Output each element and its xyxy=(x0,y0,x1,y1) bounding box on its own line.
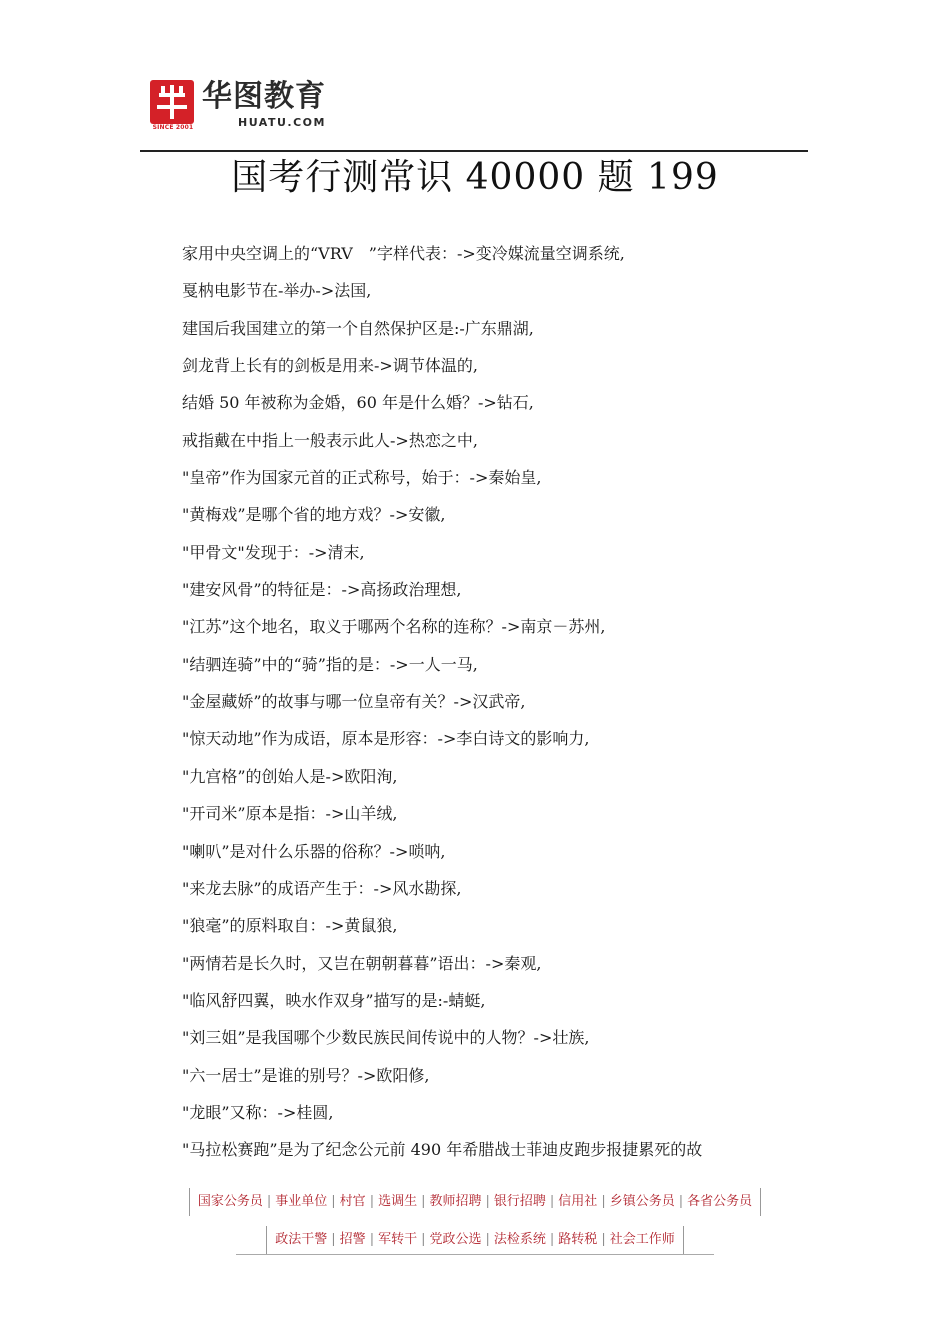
footer-separator: | xyxy=(549,1232,555,1247)
question-list xyxy=(182,235,812,1169)
footer-link-group xyxy=(189,1188,761,1216)
footer-link[interactable]: 各省公务员 xyxy=(687,1194,753,1209)
footer-link[interactable]: 招警 xyxy=(339,1232,366,1247)
footer-link[interactable]: 路转税 xyxy=(558,1232,598,1247)
question-line: "刘三姐”是我国哪个少数民族民间传说中的人物？->壮族, xyxy=(182,1028,590,1048)
footer-links-row-2 xyxy=(0,1226,950,1254)
question-line: "甲骨文"发现于：->清末, xyxy=(182,542,365,562)
footer-link[interactable]: 军转干 xyxy=(378,1232,418,1247)
logo-brand-en: HUATU.COM xyxy=(238,116,326,129)
footer-link[interactable]: 法检系统 xyxy=(493,1232,546,1247)
footer-link[interactable]: 政法干警 xyxy=(275,1232,328,1247)
footer-separator: | xyxy=(421,1194,426,1209)
question-line: "马拉松赛跑”是为了纪念公元前 490 年希腊战士菲迪皮跑步报捷累死的故 xyxy=(182,1140,703,1160)
huatu-logo-mark-icon xyxy=(150,80,194,124)
footer-link[interactable]: 选调生 xyxy=(378,1194,418,1209)
footer-separator: | xyxy=(421,1232,426,1247)
footer-separator: | xyxy=(266,1194,272,1209)
question-line: "龙眼”又称：->桂圆, xyxy=(182,1102,334,1122)
question-line: "九宫格”的创始人是->欧阳洵, xyxy=(182,766,398,786)
question-line: "结驷连骑”中的“骑”指的是：->一人一马, xyxy=(182,654,478,674)
footer-link[interactable]: 事业单位 xyxy=(275,1194,328,1209)
footer-separator: | xyxy=(485,1232,490,1247)
footer-separator: | xyxy=(601,1232,606,1247)
question-line: "建安风骨”的特征是：->高扬政治理想, xyxy=(182,580,462,600)
question-line: 戛枘电影节在-举办->法国, xyxy=(182,281,372,301)
question-line: "惊天动地”作为成语，原本是形容：->李白诗文的影响力, xyxy=(182,729,590,749)
question-line: "喇叭”是对什么乐器的俗称？->唢呐, xyxy=(182,841,446,861)
footer-separator: | xyxy=(331,1194,336,1209)
document-title: 国考行测常识 40000 题 199 xyxy=(231,157,719,198)
footer-separator: | xyxy=(678,1194,684,1209)
question-line: "金屋藏娇”的故事与哪一位皇帝有关？->汉武帝, xyxy=(182,692,526,712)
footer-link-group xyxy=(266,1226,683,1254)
question-line: 剑龙背上长有的剑板是用来->调节体温的, xyxy=(182,356,478,376)
footer-underline xyxy=(236,1254,714,1255)
footer-link[interactable]: 社会工作师 xyxy=(609,1232,675,1247)
footer-link[interactable]: 乡镇公务员 xyxy=(609,1194,675,1209)
footer-link[interactable]: 教师招聘 xyxy=(429,1194,482,1209)
question-line: 家用中央空调上的“VRV ”字样代表：->变冷媒流量空调系统, xyxy=(182,244,625,263)
question-line: 戒指戴在中指上一般表示此人->热恋之中, xyxy=(182,430,478,450)
question-line: "两情若是长久时，又岂在朝朝暮暮”语出：->秦观, xyxy=(182,953,542,973)
question-line: "六一居士”是谁的别号？->欧阳修, xyxy=(182,1065,430,1085)
footer-separator: | xyxy=(369,1194,375,1209)
footer-link[interactable]: 村官 xyxy=(339,1194,366,1209)
question-line: "黄梅戏”是哪个省的地方戏？->安徽, xyxy=(182,505,446,525)
footer-link[interactable]: 银行招聘 xyxy=(493,1194,546,1209)
footer-separator: | xyxy=(601,1194,606,1209)
footer-separator: | xyxy=(369,1232,375,1247)
footer-separator: | xyxy=(485,1194,490,1209)
question-line: 建国后我国建立的第一个自然保护区是:-广东鼎湖, xyxy=(182,318,534,338)
footer-link[interactable]: 国家公务员 xyxy=(197,1194,263,1209)
question-line: "皇帝”作为国家元首的正式称号，始于：->秦始皇, xyxy=(182,468,542,488)
question-line: "江苏”这个地名，取义于哪两个名称的连称？->南京－苏州, xyxy=(182,617,606,637)
footer-link[interactable]: 信用社 xyxy=(558,1194,598,1209)
question-line: 结婚 50 年被称为金婚，60 年是什么婚？->钻石, xyxy=(182,393,534,413)
logo-since: SINCE 2001 xyxy=(152,124,194,131)
question-line: "狼毫”的原料取自：->黄鼠狼, xyxy=(182,916,398,936)
logo-brand-cn: 华图教育 xyxy=(202,79,326,114)
footer-separator: | xyxy=(549,1194,555,1209)
question-line: "开司米”原本是指：->山羊绒, xyxy=(182,804,398,824)
footer-links-row-1 xyxy=(0,1188,950,1216)
footer-separator: | xyxy=(331,1232,336,1247)
footer-link[interactable]: 党政公选 xyxy=(429,1232,482,1247)
question-line: "临风舒四翼，映水作双身”描写的是:-蜻蜓, xyxy=(182,990,486,1010)
question-line: "来龙去脉”的成语产生于：->风水勘探, xyxy=(182,878,462,898)
